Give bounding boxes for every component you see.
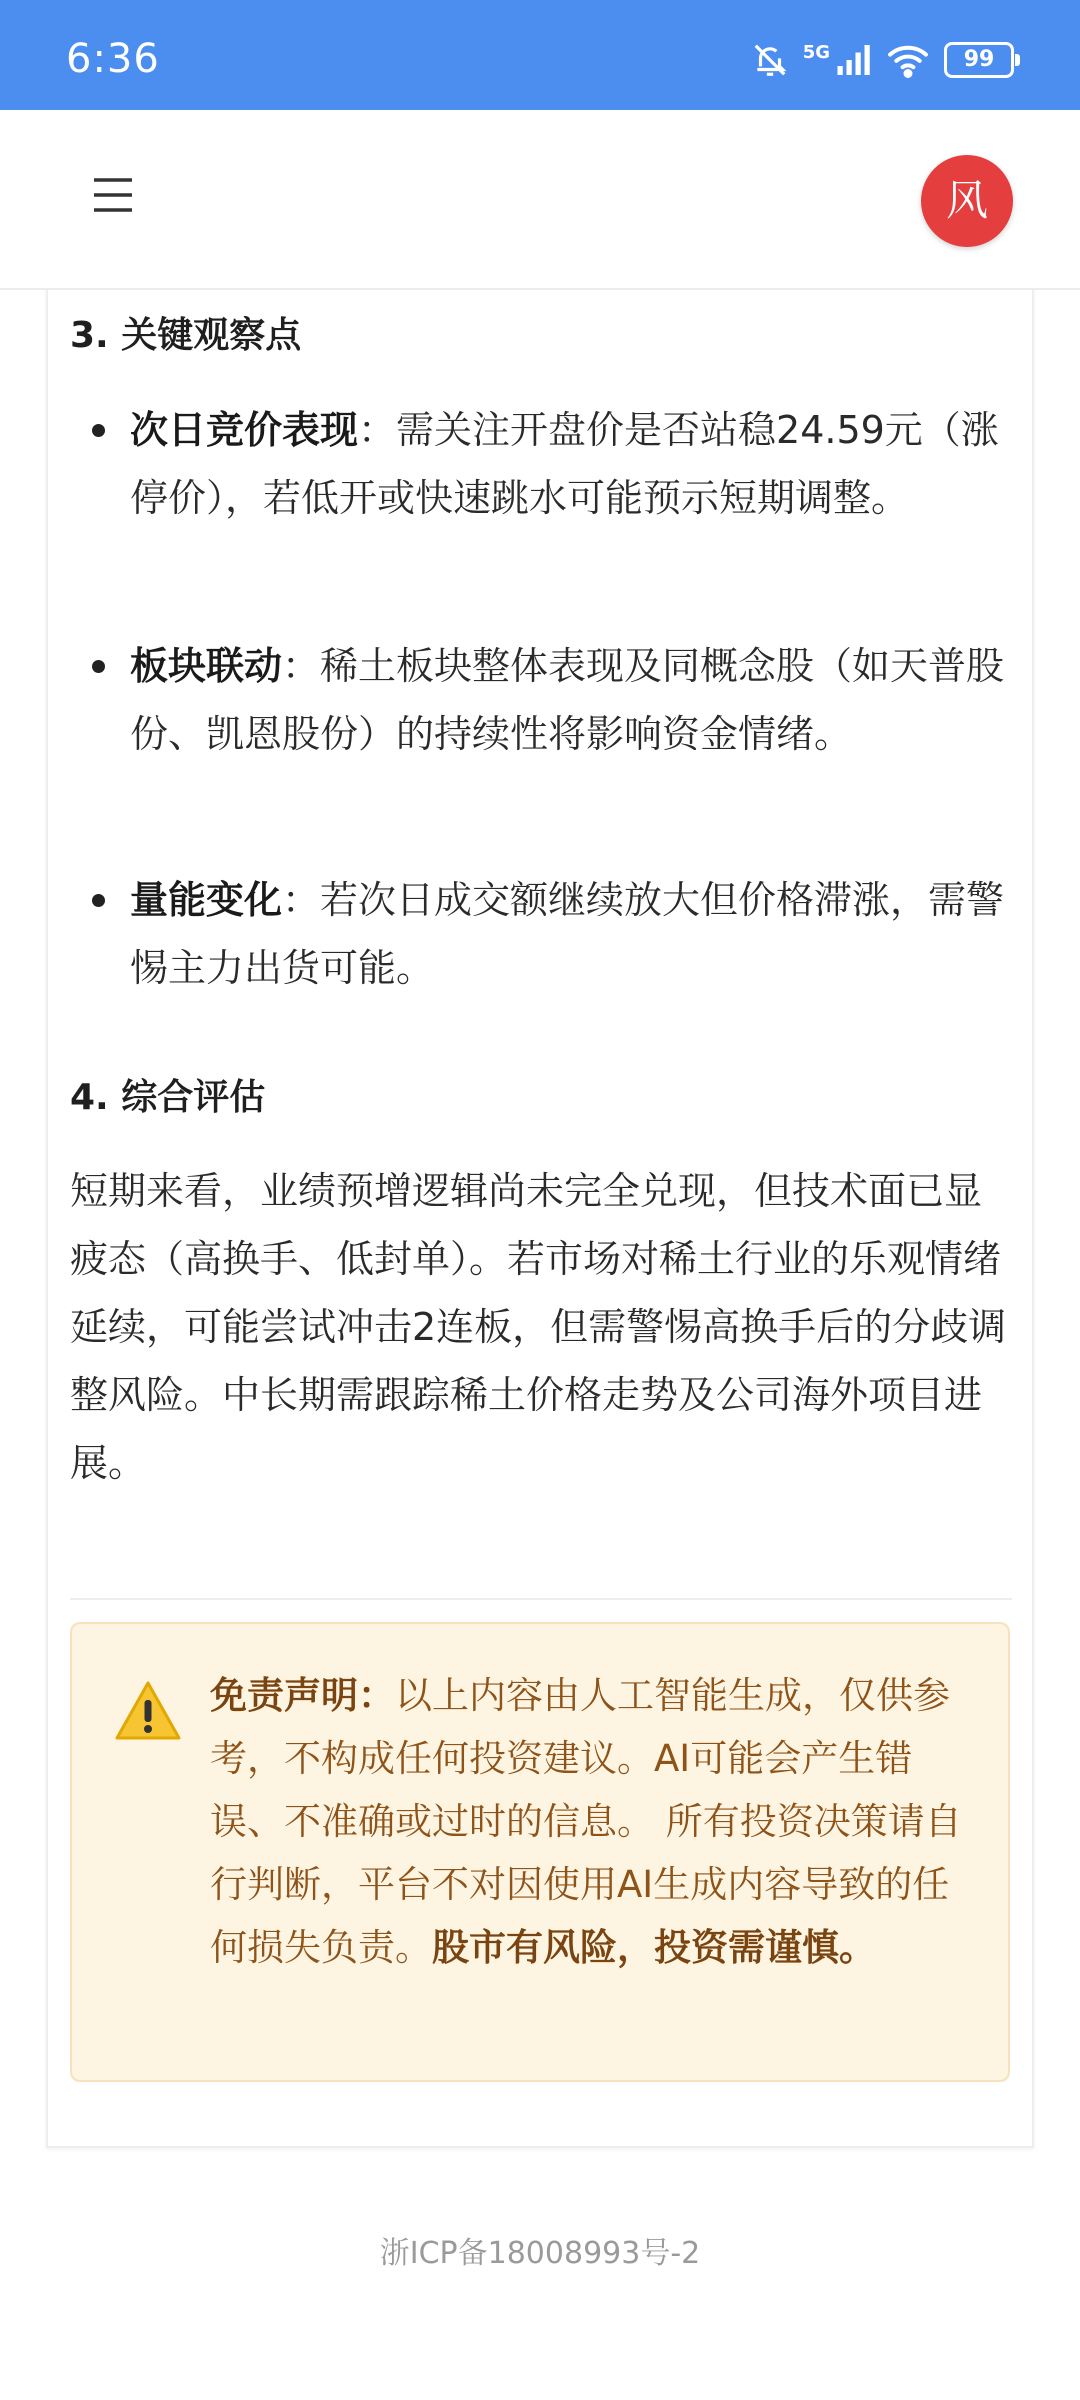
disclaimer-box bbox=[70, 1622, 1010, 2082]
avatar[interactable]: 风 bbox=[921, 155, 1013, 247]
bullet-label: 板块联动 bbox=[130, 644, 283, 688]
bullet-text: ：需关注开盘价是否站稳24.59元（涨停价），若低开或快速跳水可能预示短期调整。 bbox=[130, 408, 999, 520]
disclaimer-label: 免责声明： bbox=[210, 1674, 395, 1717]
bullet-text: ：稀土板块整体表现及同概念股（如天普股份、凯恩股份）的持续性将影响资金情绪。 bbox=[130, 644, 1005, 756]
status-time: 6:36 bbox=[66, 36, 160, 82]
bullet-label: 量能变化 bbox=[130, 878, 283, 922]
app-header bbox=[0, 110, 1080, 290]
divider bbox=[70, 1598, 1012, 1600]
battery-icon: 99 bbox=[944, 42, 1014, 78]
warning-icon bbox=[114, 1680, 182, 1742]
disclaimer-body: 以上内容由人工智能生成，仅供参考，不构成任何投资建议。AI可能会产生错误、不准确或过时的信息。 所有投资决策请自行判断，平台不对因使用AI生成内容导致的任何损失负责。 bbox=[210, 1674, 962, 1969]
status-icons bbox=[751, 38, 1014, 82]
menu-button[interactable] bbox=[90, 172, 136, 218]
disclaimer-emphasis: 股市有风险，投资需谨慎。 bbox=[432, 1926, 876, 1969]
network-type: 5G bbox=[802, 41, 830, 63]
list-item bbox=[130, 632, 1010, 768]
list-item bbox=[130, 866, 1010, 1002]
hamburger-menu-icon bbox=[90, 172, 136, 218]
bullet-label: 次日竞价表现 bbox=[130, 408, 359, 452]
status-bar bbox=[0, 0, 1080, 110]
bell-off-icon bbox=[751, 41, 789, 79]
disclaimer-text bbox=[210, 1664, 980, 1979]
bullet-text: ：若次日成交额继续放大但价格滞涨，需警惕主力出货可能。 bbox=[130, 878, 1005, 990]
signal-icon bbox=[836, 43, 872, 77]
list-item bbox=[130, 396, 1010, 532]
icp-footer-link[interactable]: 浙ICP备18008993号-2 bbox=[379, 2236, 701, 2271]
section-heading-assessment: 4. 综合评估 bbox=[70, 1077, 266, 1118]
section-heading-observations: 3. 关键观察点 bbox=[70, 315, 302, 356]
wifi-icon bbox=[886, 42, 930, 78]
assessment-paragraph: 短期来看，业绩预增逻辑尚未完全兑现，但技术面已显疲态（高换手、低封单）。若市场对稀土行业的乐观情绪延续，可能尝试冲击2连板，但需警惕高换手后的分歧调整风险。中长期需跟踪稀土价格走势及公司海外项目进展。 bbox=[70, 1169, 1007, 1485]
